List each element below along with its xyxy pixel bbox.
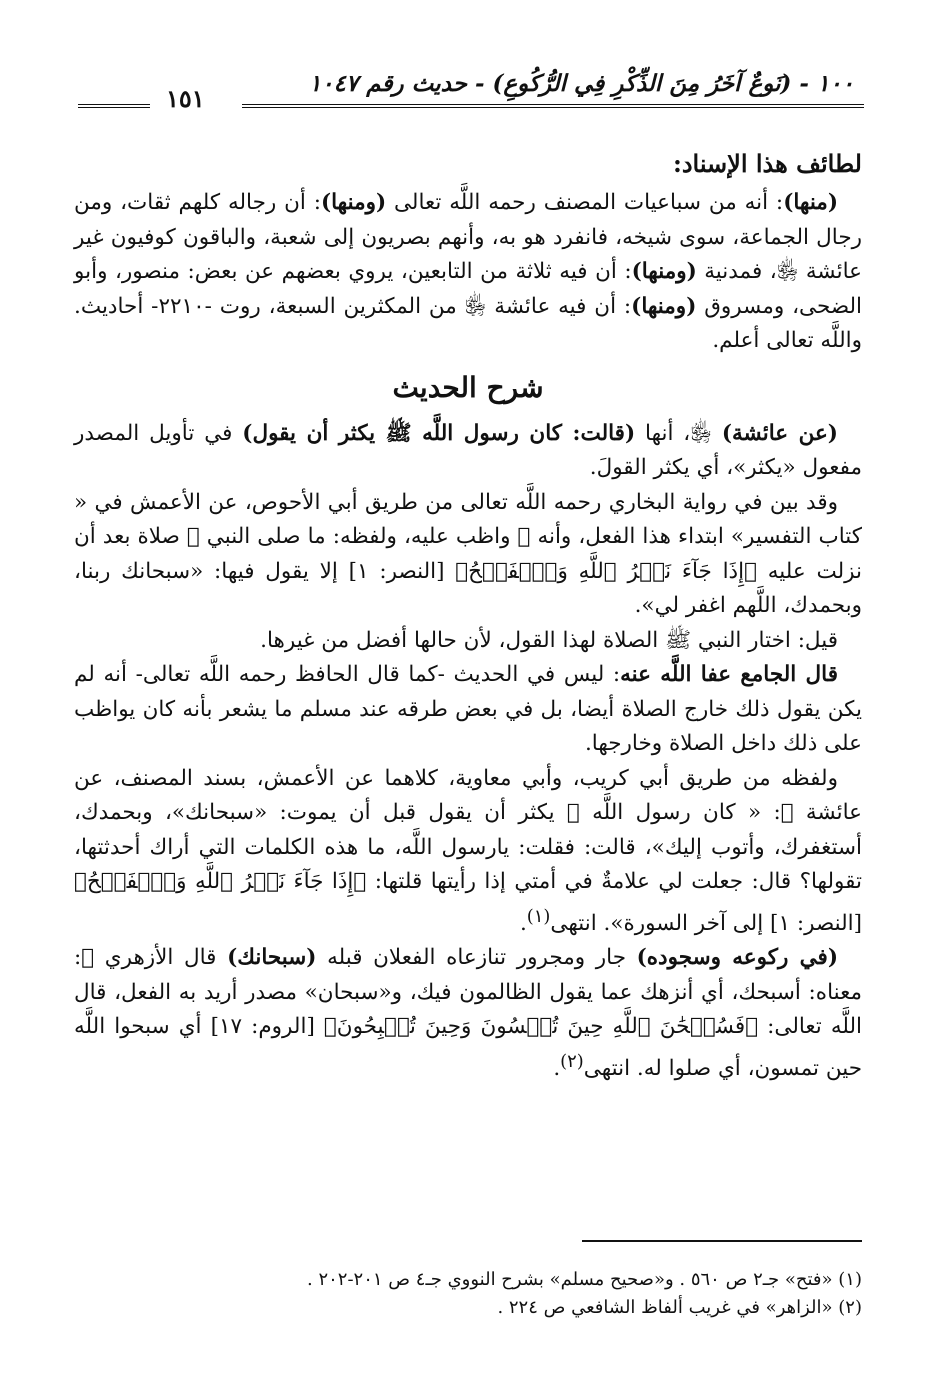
text: .	[553, 1055, 561, 1081]
header-rule	[242, 104, 864, 108]
text: ﵂، أنها	[635, 420, 722, 446]
term: قال الجامع عفا اللَّه عنه	[620, 662, 838, 687]
text: : أن رجاله كلهم ثقات، ومن رجال الجماعة، سوى شيخه، فانفرد هو به، وأنهم بصريون إلى شعبة، والباقون كوفيون غير عائشة ﵂، فمدنية	[74, 190, 862, 284]
paragraph-isnad	[74, 186, 862, 359]
footnotes	[76, 1266, 862, 1322]
footnote-marker: (١)	[526, 905, 551, 927]
text: جار ومجرور تنازعاه الفعلان قبله	[316, 945, 637, 971]
page-number: ١٥١	[166, 84, 205, 113]
paragraph-jami	[74, 658, 862, 762]
page-header	[78, 58, 864, 118]
main-text	[74, 142, 862, 1086]
text: في تأويل المصدر مفعول «يكثر»، أي يكثر القولَ.	[74, 420, 862, 480]
text: : أن فيه ثلاثة من التابعين، يروي بعضهم عن بعض: منصور، وأبو الضحى، ومسروق	[74, 259, 862, 319]
footnote: (٢) «الزاهر» في غريب ألفاظ الشافعي ص ٢٢٤ .	[497, 1297, 862, 1318]
footnote: (١) «فتح» جـ٢ ص ٥٦٠ . و«صحيح مسلم» بشرح النووي جـ٤ ص ٢٠١-٢٠٢ .	[306, 1269, 862, 1290]
text: .	[519, 910, 527, 936]
text: قال الأزهري ﵀: معناه: أسبحك، أي أنزهك عما يقول الظالمون فيك، و«سبحان» مصدر أريد به الفعل، قال اللَّه تعالى: ﴿فَسُبۡحَٰنَ ٱللَّهِ حِينَ تُمۡسُونَ وَحِينَ تُصۡبِحُونَ﴾ [الروم: ١٧] أي سبحوا اللَّه حين تمسون، أي صلوا له. انتهى	[74, 945, 862, 1081]
paragraph-muslim	[74, 762, 862, 942]
term: (قالت: كان رسول اللَّه ﷺ يكثر أن يقول)	[242, 420, 636, 446]
paragraph-hadith	[74, 417, 862, 486]
text: : ليس في الحديث -كما قال الحافظ رحمه اللَّه تعالى- أنه لم يكن يقول ذلك خارج الصلاة أيضا، بل في بعض طرقه عند مسلم ما يشعر بأنه كان يواظب على ذلك داخل الصلاة وخارجها.	[74, 662, 862, 756]
paragraph-ruku	[74, 941, 862, 1086]
paragraph-bukhari: وقد بين في رواية البخاري رحمه اللَّه تعالى من طريق أبي الأحوص، عن الأعمش في « كتاب التفسير» ابتداء هذا الفعل، وأنه ﷺ واظب عليه، ولفظه: ما صلى النبي ﷺ صلاة بعد أن نزلت عليه ﴿إِذَا جَآءَ نَصۡرُ ٱللَّهِ وَٱلۡفَتۡحُ﴾ [النصر: ١] إلا يقول فيها: «سبحانك ربنا، وبحمدك، اللَّهم اغفر لي».	[74, 489, 862, 618]
term: (منها)	[783, 190, 838, 215]
term: (ومنها)	[631, 259, 697, 284]
footnote-marker: (٢)	[560, 1050, 584, 1072]
text: ولفظه من طريق أبي كريب، وأبي معاوية، كلاهما عن الأعمش، بسند المصنف، عن عائشة ﵂: « كان رسول اللَّه ﷺ يكثر أن يقول قبل أن يموت: «سبحانك»، وبحمدك، أستغفرك، وأتوب إليك»، قالت: فقلت: يارسول اللَّه، ما هذه الكلمات التي أراك أحدثتها، تقولها؟ قال: جعلت لي علامةٌ في أمتي إذا رأيتها قلتها: ﴿إِذَا جَآءَ نَصۡرُ ٱللَّهِ وَٱلۡفَتۡحُ﴾ [النصر: ١] إلى آخر السورة». انتهى	[74, 765, 862, 936]
footnote-rule	[582, 1240, 862, 1242]
section-heading: لطائف هذا الإسناد:	[672, 149, 862, 178]
term: (عن عائشة)	[721, 420, 838, 446]
page-number-rule	[78, 104, 150, 108]
running-title: ١٠٠ - (نَوعٌ آخَرُ مِنَ الذِّكْرِ فِي الرُّكُوعِ) - حديث رقم ١٠٤٧	[308, 70, 854, 97]
text: : أنه من سباعيات المصنف رحمه اللَّه تعالى	[386, 190, 784, 215]
term: (في ركوعه وسجوده)	[636, 945, 838, 971]
term: (ومنها)	[631, 293, 697, 319]
section-title: شرح الحديث	[392, 370, 544, 404]
term: (ومنها)	[320, 190, 387, 215]
term: (سبحانك)	[227, 945, 317, 971]
paragraph-qila: قيل: اختار النبي ﷺ الصلاة لهذا القول، لأن حالها أفضل من غيرها.	[260, 627, 838, 653]
text: : أن فيه عائشة ﵂ من المكثرين السبعة، روت -٢٢١٠- أحاديث. واللَّه تعالى أعلم.	[74, 293, 862, 353]
